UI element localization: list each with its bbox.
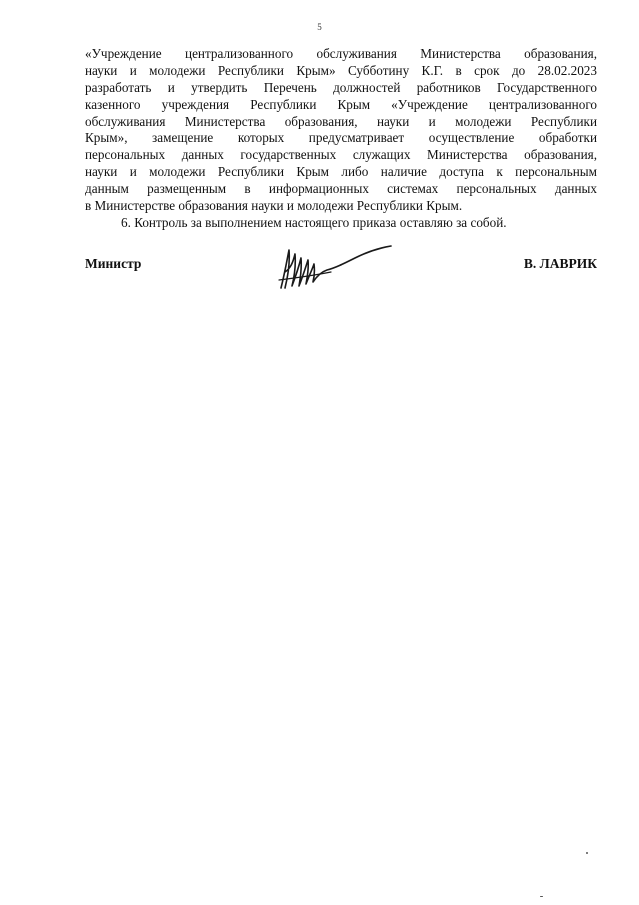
item-6-text: 6. Контроль за выполнением настоящего приказа оставляю за собой. <box>121 214 507 230</box>
paragraph-line-4: казенного учреждения Республики Крым «Учреждение централизованного <box>85 96 597 112</box>
handwritten-signature <box>275 242 395 296</box>
scan-speck <box>540 896 543 897</box>
signatory-title: Министр <box>85 256 142 271</box>
paragraph-line-10: в Министерстве образования науки и молодежи Республики Крым. <box>85 198 463 214</box>
document-body <box>85 46 597 232</box>
paragraph-line-6: Крым», замещение которых предусматривает осуществление обработки <box>85 130 597 146</box>
paragraph-line-1: «Учреждение централизованного обслуживания Министерства образования, <box>85 46 597 61</box>
signature-block <box>85 248 597 298</box>
signatory-name: В. ЛАВРИК <box>523 256 597 271</box>
paragraph-line-8: науки и молодежи Республики Крым либо наличие доступа к персональным <box>85 164 597 180</box>
page-number: 5 <box>317 22 322 32</box>
paragraph-line-5: обслуживания Министерства образования, науки и молодежи Республики <box>85 113 597 129</box>
paragraph-line-3: разработать и утвердить Перечень должностей работников Государственного <box>85 79 597 95</box>
paragraph-line-2: науки и молодежи Республики Крым» Субботину К.Г. в срок до 28.02.2023 <box>85 62 597 78</box>
scan-speck <box>586 852 588 854</box>
paragraph-line-7: персональных данных государственных служащих Министерства образования, <box>85 147 597 163</box>
paragraph-line-9: данным размещенным в информационных системах персональных данных <box>85 181 597 197</box>
